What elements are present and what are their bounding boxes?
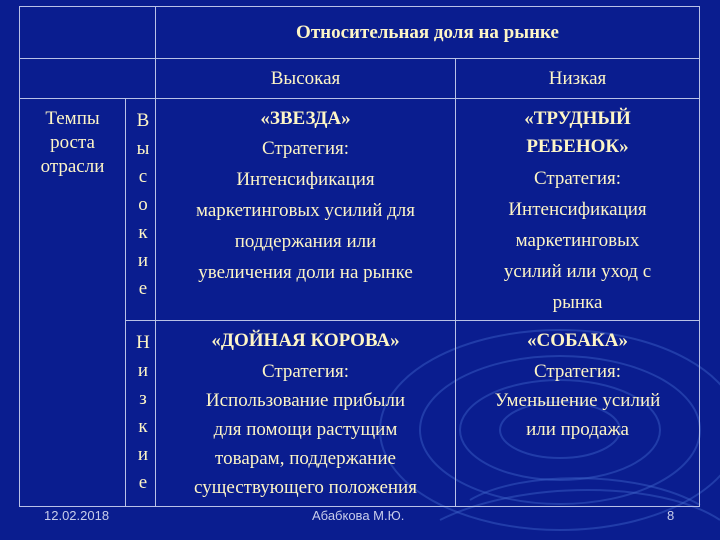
bcg-matrix-table (19, 6, 700, 507)
dog-title: «СОБАКА» (526, 330, 629, 351)
quadrant-dog (456, 321, 700, 507)
header-low: Низкая (456, 59, 700, 99)
cash-cow-title: «ДОЙНАЯ КОРОВА» (211, 330, 400, 351)
row-label-low: Н и з к и е (126, 321, 156, 507)
star-strategy: Стратегия: Интенсификация маркетинговых усилий для поддержания или увеличения доли на рынке (195, 138, 416, 283)
header-market-share: Относительная доля на рынке (156, 7, 700, 59)
cash-cow-strategy: Стратегия: Использование прибыли для помощи растущим товарам, поддержание существующего положения (194, 361, 417, 498)
row-axis-label: Темпы роста отрасли (20, 99, 126, 507)
header-high: Высокая (156, 59, 456, 99)
quadrant-problem-child (456, 99, 700, 321)
row-label-high: В ы с о к и е (126, 99, 156, 321)
footer-page-number: 8 (667, 508, 675, 523)
footer-date: 12.02.2018 (44, 508, 110, 523)
corner-cell-lower (20, 59, 156, 99)
problem-child-title: «ТРУДНЫЙ РЕБЕНОК» (524, 108, 631, 157)
corner-cell (20, 7, 156, 59)
problem-child-strategy: Стратегия: Интенсификация маркетинговых усилий или уход с рынка (503, 168, 652, 313)
quadrant-cash-cow (156, 321, 456, 507)
footer-author: Абабкова М.Ю. (312, 508, 405, 523)
star-title: «ЗВЕЗДА» (260, 108, 351, 129)
dog-strategy: Стратегия: Уменьшение усилий или продажа (494, 361, 661, 440)
quadrant-star (156, 99, 456, 321)
